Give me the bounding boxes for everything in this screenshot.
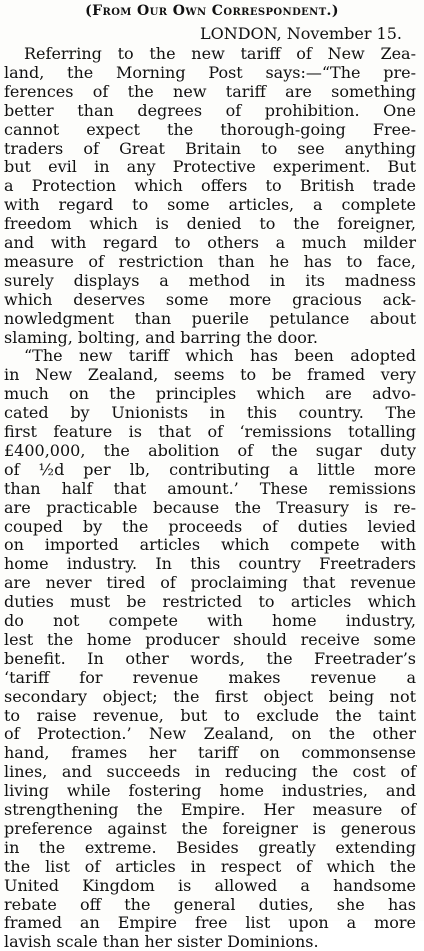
text-line: on imported articles which compete with bbox=[4, 535, 416, 555]
text-line: benefit. In other words, the Freetrader’s bbox=[4, 648, 416, 668]
text-line: £400,000, the abolition of the sugar duty bbox=[4, 440, 416, 460]
text-line: nowledgment than puerile petulance about bbox=[4, 308, 416, 328]
text-line: rebate off the general duties, she has bbox=[4, 894, 416, 914]
text-line: the list of articles in respect of which the bbox=[4, 856, 416, 876]
text-line: are practicable because the Treasury is re- bbox=[4, 497, 416, 517]
text-line: better than degrees of prohibition. One bbox=[4, 100, 416, 120]
text-line: do not compete with home industry, bbox=[4, 611, 416, 630]
text-line: with regard to some articles, a complete bbox=[4, 195, 416, 215]
text-line: measure of restriction than he has to face, bbox=[4, 251, 416, 271]
text-line: traders of Great Britain to see anything bbox=[4, 138, 416, 158]
text-line: slaming, bolting, and barring the door. bbox=[4, 327, 318, 347]
text-line: ferences of the new tariff are something bbox=[4, 81, 416, 101]
text-line: lest the home producer should receive some bbox=[4, 629, 416, 649]
text-line: and with regard to others a much milder bbox=[4, 233, 416, 252]
text-line: strengthening the Empire. Her measure of bbox=[4, 800, 416, 819]
text-line: lavish scale than her sister Dominions. bbox=[4, 932, 319, 951]
text-line: cannot expect the thorough-going Free- bbox=[4, 119, 416, 139]
text-line: ‘tariff for revenue makes revenue a bbox=[4, 667, 416, 687]
text-line: land, the Morning Post says:—“The pre- bbox=[4, 62, 416, 82]
text-line: preference against the foreigner is generous bbox=[4, 818, 416, 838]
text-line: of Protection.’ New Zealand, on the other bbox=[4, 724, 416, 744]
text-line: of ½d per lb, contributing a little more bbox=[4, 459, 416, 479]
text-line: are never tired of proclaiming that revenue bbox=[4, 573, 416, 593]
text-line: but evil in any Protective experiment. But bbox=[4, 157, 416, 177]
text-line: than half that amount.’ These remissions bbox=[4, 478, 416, 498]
text-line: much on the principles which are advo- bbox=[4, 384, 416, 404]
dateline: LONDON, November 15. bbox=[199, 24, 402, 43]
text-line: lines, and succeeds in reducing the cost of bbox=[4, 762, 416, 782]
text-line: to raise revenue, but to exclude the taint bbox=[4, 705, 416, 725]
text-line: cated by Unionists in this country. The bbox=[4, 403, 416, 423]
text-line: hand, frames her tariff on commonsense bbox=[4, 743, 416, 763]
text-line: Referring to the new tariff of New Zea- bbox=[24, 44, 416, 63]
text-line: first feature is that of ‘remissions totalling bbox=[4, 422, 416, 441]
text-line: in the extreme. Besides greatly extending bbox=[4, 837, 416, 857]
text-line: “The new tariff which has been adopted bbox=[24, 346, 416, 366]
text-line: in New Zealand, seems to be framed very bbox=[4, 365, 416, 385]
text-line: freedom which is denied to the foreigner, bbox=[4, 214, 416, 234]
text-line: United Kingdom is allowed a handsome bbox=[4, 875, 416, 895]
correspondent-credit: (From Our Own Correspondent.) bbox=[85, 3, 339, 19]
text-line: surely displays a method in its madness bbox=[4, 270, 416, 290]
text-line: home industry. In this country Freetraders bbox=[4, 554, 416, 574]
text-line: a Protection which offers to British trade bbox=[4, 176, 416, 196]
text-line: living while fostering home industries, and bbox=[4, 781, 416, 801]
text-line: duties must be restricted to articles which bbox=[4, 592, 416, 612]
text-line: couped by the proceeds of duties levied bbox=[4, 516, 416, 536]
text-line: which deserves some more gracious ack- bbox=[4, 289, 416, 309]
text-line: secondary object; the first object being not bbox=[4, 686, 416, 706]
text-line: framed an Empire free list upon a more bbox=[4, 913, 416, 933]
